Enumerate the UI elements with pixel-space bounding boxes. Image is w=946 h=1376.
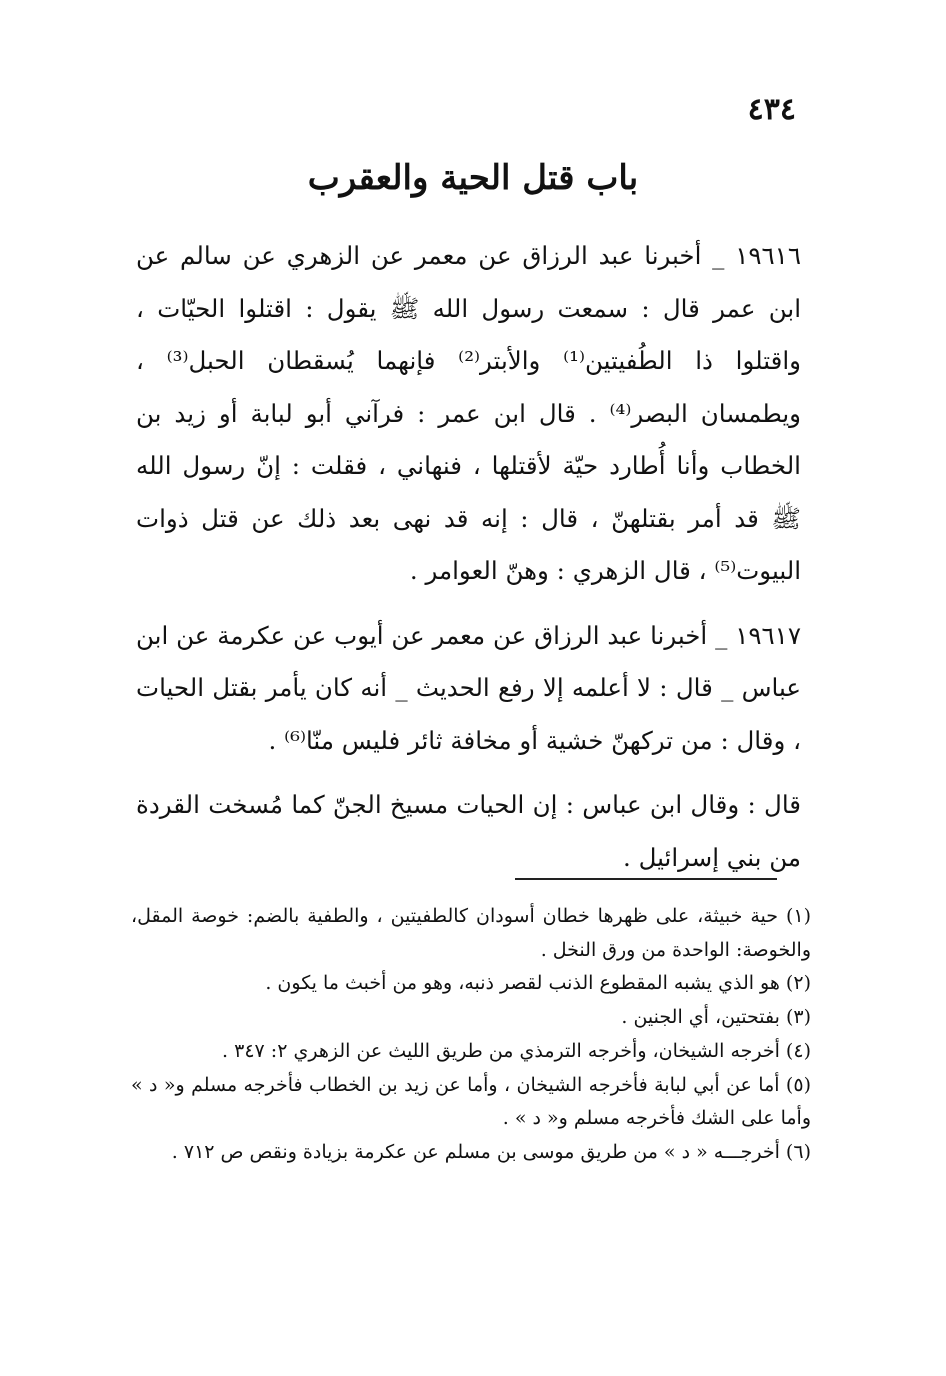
page-number: ٤٣٤	[747, 92, 796, 127]
hadith-19616: ١٩٦١٦ _ أخبرنا عبد الرزاق عن معمر عن الزهري عن سالم عن ابن عمر قال : سمعت رسول الله ﷺ يقول : اقتلوا الحيّات ، واقتلوا ذا الطُفيتين⁽¹⁾ والأبتر⁽²⁾ فإنهما يُسقطان الحبل⁽³⁾ ، ويطمسان البصر⁽⁴⁾ . قال ابن عمر : فرآني أبو لبابة أو زيد بن الخطاب وأنا أُطارد حيّة لأقتلها ، فنهاني ، فقلت : إنّ رسول الله ﷺ قد أمر بقتلهنّ ، قال : إنه قد نهى بعد ذلك عن قتل ذوات البيوت⁽⁵⁾ ، قال الزهري : وهنّ العوامر .	[136, 241, 801, 585]
footnote-5: (٥) أما عن أبي لبابة فأخرجه الشيخان ، وأما عن زيد بن الخطاب فأخرجه مسلم و« د » وأما على الشك فأخرجه مسلم و« د » .	[131, 1073, 811, 1130]
ibn-abbas-saying: قال : وقال ابن عباس : إن الحيات مسيخ الجنّ كما مُسخت القردة من بني إسرائيل .	[136, 790, 801, 872]
footnote-6: (٦) أخرجـــه « د » من طريق موسى بن مسلم عن عكرمة بزيادة ونقص ص ٧١٢ .	[171, 1140, 811, 1163]
hadith-19617: ١٩٦١٧ _ أخبرنا عبد الرزاق عن معمر عن أيوب عن عكرمة عن ابن عباس _ قال : لا أعلمه إلا رفع الحديث _ أنه كان يأمر بقتل الحيات ، وقال : من تركهنّ خشية أو مخافة ثائر فليس منّا⁽⁶⁾ .	[136, 620, 801, 755]
footnote-divider	[515, 878, 777, 880]
chapter-title: باب قتل الحية والعقرب	[307, 158, 639, 198]
hadith-body	[136, 230, 801, 884]
footnote-2: (٢) هو الذي يشبه المقطوع الذنب لقصر ذنبه، وهو من أخبث ما يكون .	[265, 972, 811, 995]
footnotes	[131, 900, 811, 1170]
footnote-4: (٤) أخرجه الشيخان، وأخرجه الترمذي من طريق الليث عن الزهري ٢: ٣٤٧ .	[222, 1039, 811, 1062]
footnote-1: (١) حية خبيثة، على ظهرها خطان أسودان كالطفيتين ، والطفية بالضم: خوصة المقل، والخوصة: الواحدة من ورق النخل .	[131, 905, 811, 961]
footnote-3: (٣) بفتحتين، أي الجنين .	[621, 1006, 811, 1029]
